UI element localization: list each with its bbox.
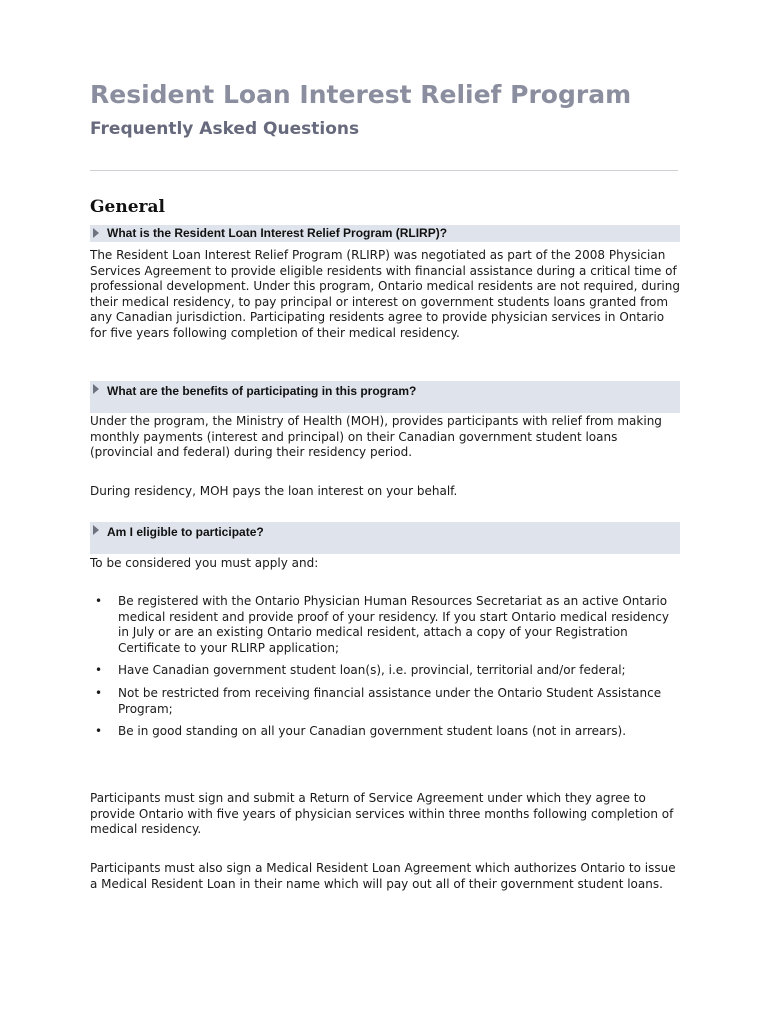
expand-triangle-icon (93, 525, 99, 535)
faq-question-text: What are the benefits of participating in this program? (107, 384, 417, 398)
faq-answer-intro: To be considered you must apply and: (90, 556, 319, 570)
list-item-text: Not be restricted from receiving financial assistance under the Ontario Student Assistance Program; (118, 685, 662, 716)
list-item-text: Have Canadian government student loan(s), i.e. provincial, territorial and/or federal; (118, 663, 626, 678)
list-item (90, 724, 680, 740)
faq-answer-paragraph: Participants must also sign a Medical Resident Loan Agreement which authorizes Ontario to issue a Medical Resident Loan in their name which will pay out all of their government student loans. (90, 861, 676, 891)
faq-question-text: What is the Resident Loan Interest Relief Program (RLIRP)? (107, 226, 448, 240)
faq-question-bar-eligibility[interactable] (90, 522, 680, 554)
bullet-icon: • (95, 685, 103, 700)
faq-answer-paragraph: The Resident Loan Interest Relief Program (RLIRP) was negotiated as part of the 2008 Physician Services Agreement to provide eligible residents with financial assistance during a critical time of professional development. Under this program, Ontario medical residents are not required, during their medical residency, to pay principal or interest on government students loans granted from any Canadian jurisdiction. Participating residents agree to provide physician services in Ontario for five years following completion of their medical residency. (90, 248, 680, 340)
faq-answer-paragraph: Participants must sign and submit a Return of Service Agreement under which they agree to provide Ontario with five years of physician services within three months following completion of medical residency. (90, 791, 674, 837)
bullet-icon: • (95, 594, 103, 608)
list-item (90, 594, 680, 656)
faq-question-bar-rlirp[interactable] (90, 225, 680, 242)
faq-answer-paragraph: Under the program, the Ministry of Health (MOH), provides participants with relief from making monthly payments (interest and principal) on their Canadian government student loans (provincial and federal) during their residency period. (90, 414, 662, 460)
list-item (90, 686, 680, 717)
expand-triangle-icon (93, 384, 99, 394)
list-item (90, 663, 680, 679)
page-title: Resident Loan Interest Relief Program (90, 80, 632, 109)
list-item-text: Be registered with the Ontario Physician Human Resources Secretariat as an active Ontario medical resident and provide proof of your residency. If you start Ontario medical residency in July or are an existing Ontario medical resident, attach a copy of your Registration Certificate to your RLIRP application; (118, 594, 670, 655)
list-item-text: Be in good standing on all your Canadian government student loans (not in arrears). (118, 724, 627, 739)
section-heading-general: General (90, 197, 165, 217)
bullet-icon: • (95, 724, 103, 739)
eligibility-list (90, 594, 680, 747)
faq-answer-paragraph: During residency, MOH pays the loan interest on your behalf. (90, 484, 458, 498)
expand-triangle-icon (93, 228, 99, 238)
faq-question-bar-benefits[interactable] (90, 381, 680, 413)
page-subtitle: Frequently Asked Questions (90, 119, 360, 139)
faq-question-text: Am I eligible to participate? (107, 525, 264, 539)
bullet-icon: • (95, 663, 103, 678)
header-divider (90, 170, 678, 171)
